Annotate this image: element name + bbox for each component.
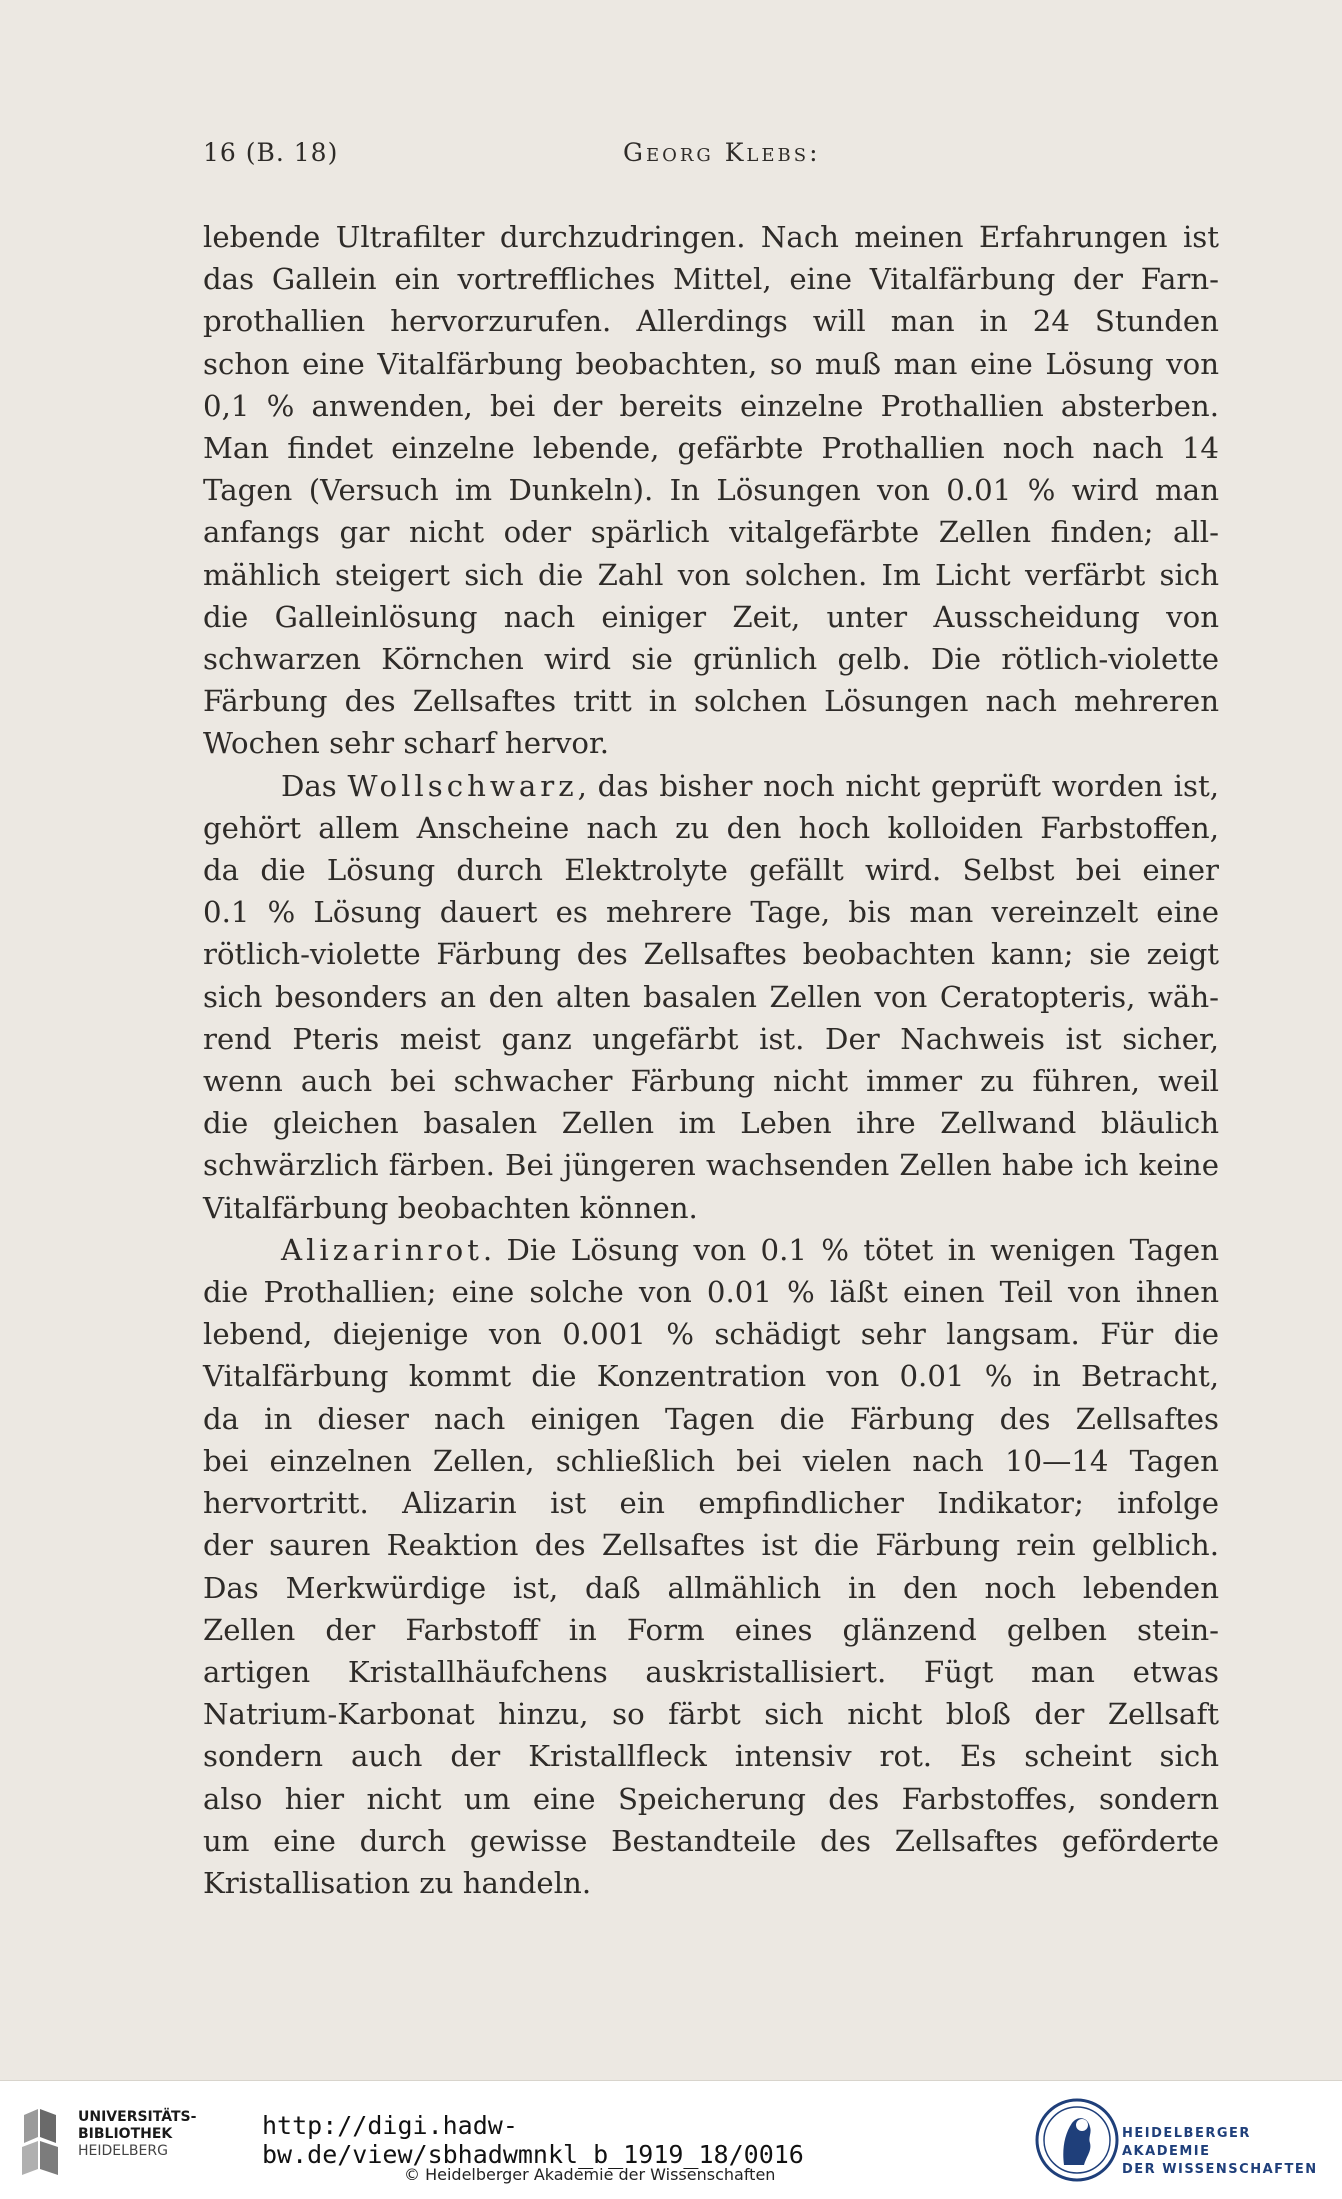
text-fragment: . Die Lösung von 0.1 % tötet in wenigen Tagen xyxy=(482,1232,1219,1267)
academy-seal-icon xyxy=(1034,2095,1120,2185)
text-line: lebend, diejenige von 0.001 % schädigt sehr langsam. Für die xyxy=(203,1317,1219,1352)
academy-line: DER WISSENSCHAFTEN xyxy=(1122,2162,1318,2177)
spaced-term: Wollschwarz xyxy=(347,768,578,803)
university-library-logo-icon xyxy=(14,2103,69,2183)
text-line: anfangs gar nicht oder spärlich vitalgefärbte Zellen finden; all- xyxy=(203,515,1219,550)
text-line: 0,1 % anwenden, bei der bereits einzelne Prothallien absterben. xyxy=(203,388,1219,423)
text-line: Man findet einzelne lebende, gefärbte Prothallien noch nach 14 xyxy=(203,431,1219,466)
text-line: Tagen (Versuch im Dunkeln). In Lösungen von 0.01 % wird man xyxy=(203,473,1219,508)
text-line: der sauren Reaktion des Zellsaftes ist die Färbung rein gelblich. xyxy=(203,1528,1219,1563)
copyright-notice: © Heidelberger Akademie der Wissenschaften xyxy=(404,2165,776,2184)
university-library-name xyxy=(78,2109,196,2160)
text-line: prothallien hervorzurufen. Allerdings will man in 24 Stunden xyxy=(203,304,1219,339)
permalink-url[interactable]: http://digi.hadw-bw.de/view/sbhadwmnkl_b_1919_18/0016 xyxy=(262,2111,804,2169)
text-line: die Galleinlösung nach einiger Zeit, unter Ausscheidung von xyxy=(203,599,1219,634)
text-fragment: , das bisher noch nicht geprüft worden ist, xyxy=(577,768,1219,803)
text-line: schwärzlich färben. Bei jüngeren wachsenden Zellen habe ich keine xyxy=(203,1148,1219,1183)
text-line: rötlich-violette Färbung des Zellsaftes beobachten kann; sie zeigt xyxy=(203,937,1219,972)
ub-line: BIBLIOTHEK xyxy=(78,2126,173,2142)
paragraph-gallein xyxy=(203,216,1219,765)
text-line: Vitalfärbung beobachten können. xyxy=(203,1190,698,1225)
text-line: Vitalfärbung kommt die Konzentration von 0.01 % in Betracht, xyxy=(203,1359,1219,1394)
page-header xyxy=(203,138,1220,178)
text-line: sondern auch der Kristallfleck intensiv rot. Es scheint sich xyxy=(203,1739,1219,1774)
academy-name xyxy=(1122,2125,1342,2179)
text-line: Zellen der Farbstoff in Form eines glänzend gelben stein- xyxy=(203,1612,1219,1647)
text-line: hervortritt. Alizarin ist ein empfindlicher Indikator; infolge xyxy=(203,1486,1219,1521)
text-line: lebende Ultrafilter durchzudringen. Nach meinen Erfahrungen ist xyxy=(203,220,1219,254)
text-line: artigen Kristallhäufchens auskristallisiert. Fügt man etwas xyxy=(203,1654,1219,1689)
text-line: Das Merkwürdige ist, daß allmählich in den noch lebenden xyxy=(203,1570,1219,1605)
academy-line: HEIDELBERGER AKADEMIE xyxy=(1122,2126,1251,2159)
paragraph-wollschwarz xyxy=(203,765,1219,1229)
text-line: das Gallein ein vortreffliches Mittel, eine Vitalfärbung der Farn- xyxy=(203,262,1219,297)
text-line: da in dieser nach einigen Tagen die Färbung des Zellsaftes xyxy=(203,1401,1219,1436)
text-line: die gleichen basalen Zellen im Leben ihre Zellwand bläulich xyxy=(203,1106,1219,1141)
text-line: schon eine Vitalfärbung beobachten, so muß man eine Lösung von xyxy=(203,346,1219,381)
text-line: Färbung des Zellsaftes tritt in solchen Lösungen nach mehreren xyxy=(203,684,1219,719)
text-fragment: Das xyxy=(281,768,348,803)
text-line: rend Pteris meist ganz ungefärbt ist. Der Nachweis ist sicher, xyxy=(203,1021,1219,1056)
paragraph-alizarinrot xyxy=(203,1229,1219,1904)
page-number: 16 (B. 18) xyxy=(203,138,339,167)
text-line: sich besonders an den alten basalen Zellen von Ceratopteris, wäh- xyxy=(203,979,1219,1014)
text-line: Kristallisation zu handeln. xyxy=(203,1865,592,1900)
text-line: wenn auch bei schwacher Färbung nicht immer zu führen, weil xyxy=(203,1064,1219,1099)
running-title: Georg Klebs: xyxy=(623,138,821,167)
viewer-footer xyxy=(0,2080,1342,2199)
text-line xyxy=(203,765,1219,807)
text-line: Wochen sehr scharf hervor. xyxy=(203,726,610,761)
text-line: um eine durch gewisse Bestandteile des Zellsaftes geförderte xyxy=(203,1823,1219,1858)
text-line: Natrium-Karbonat hinzu, so färbt sich nicht bloß der Zellsaft xyxy=(203,1697,1219,1732)
text-line: gehört allem Anscheine nach zu den hoch kolloiden Farbstoffen, xyxy=(203,810,1219,845)
text-line: die Prothallien; eine solche von 0.01 % läßt einen Teil von ihnen xyxy=(203,1275,1219,1310)
text-line: mählich steigert sich die Zahl von solchen. Im Licht verfärbt sich xyxy=(203,557,1219,592)
spaced-term: Alizarinrot xyxy=(281,1232,483,1267)
text-line: schwarzen Körnchen wird sie grünlich gelb. Die rötlich-violette xyxy=(203,642,1219,677)
ub-line: HEIDELBERG xyxy=(78,2143,168,2159)
text-line: 0.1 % Lösung dauert es mehrere Tage, bis man vereinzelt eine xyxy=(203,895,1219,930)
text-line xyxy=(203,1229,1219,1271)
body-text xyxy=(203,216,1219,1904)
text-line: da die Lösung durch Elektrolyte gefällt wird. Selbst bei einer xyxy=(203,853,1219,888)
ub-line: UNIVERSITÄTS- xyxy=(78,2109,197,2125)
text-line: also hier nicht um eine Speicherung des Farbstoffes, sondern xyxy=(203,1781,1219,1816)
text-line: bei einzelnen Zellen, schließlich bei vielen nach 10—14 Tagen xyxy=(203,1443,1219,1478)
